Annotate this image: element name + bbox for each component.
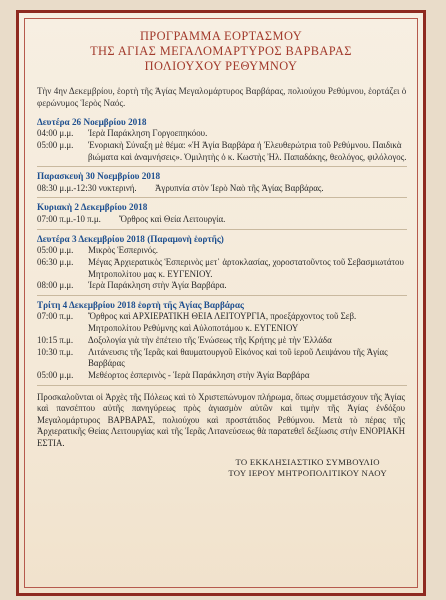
row-time: 07:00 π.μ.-10 π.μ. bbox=[37, 213, 101, 224]
row-text: Δοξολογία γιὰ τὴν ἐπέτειο τῆς Ἑνώσεως τῆς Κρήτης μὲ τὴν Ἑλλάδα bbox=[88, 334, 332, 345]
row-text: Ἱερὰ Παράκληση Γοργοεπηκόου. bbox=[88, 128, 208, 139]
section-heading: Παρασκευὴ 30 Νοεμβρίου 2018 bbox=[37, 171, 161, 182]
section-heading: Κυριακὴ 2 Δεκεμβρίου 2018 bbox=[37, 202, 148, 213]
row-text: Μικρὸς Ἑσπερινός. bbox=[88, 245, 158, 256]
row-text: Μέγας Ἀρχιερατικὸς Ἑσπερινὸς μετ᾽ ἀρτοκλασίας, χοροστατοῦντος τοῦ Σεβασμιωτάτου Μητροπολίτου μας κ. ΕΥΓΕΝΙΟΥ. bbox=[88, 256, 404, 279]
row-time: 06:30 μ.μ. bbox=[37, 256, 74, 267]
schedule-row bbox=[37, 335, 407, 347]
row-time: 05:00 μ.μ. bbox=[37, 139, 74, 150]
title-line-2: ΤΗΣ ΑΓΙΑΣ ΜΕΓΑΛΟΜΑΡΤΥΡΟΣ ΒΑΡΒΑΡΑΣ bbox=[90, 44, 352, 58]
row-time: 10:30 π.μ. bbox=[37, 346, 74, 357]
schedule-row bbox=[37, 245, 407, 257]
row-time: 10:15 π.μ. bbox=[37, 334, 74, 345]
divider bbox=[37, 197, 407, 198]
row-time: 07:00 π.μ. bbox=[37, 311, 74, 322]
section-heading: Δευτέρα 3 Δεκεμβρίου 2018 (Παραμονὴ ἑορτῆς) bbox=[37, 233, 224, 244]
signature-line-1: ΤΟ ΕΚΚΛΗΣΙΑΣΤΙΚΟ ΣΥΜΒΟΥΛΙΟ bbox=[235, 456, 380, 467]
section-fri-30 bbox=[35, 170, 407, 194]
row-time: 08:30 μ.μ.-12:30 νυκτερινή. bbox=[37, 182, 137, 193]
row-time: 05:00 μ.μ. bbox=[37, 245, 74, 256]
poster-inner-frame bbox=[24, 18, 418, 588]
signature-line-2: ΤΟΥ ΙΕΡΟΥ ΜΗΤΡΟΠΟΛΙΤΙΚΟΥ ΝΑΟΥ bbox=[228, 468, 387, 479]
schedule-row bbox=[37, 214, 407, 226]
schedule-row bbox=[37, 370, 407, 382]
row-text: Ἱερὰ Παράκληση στὴν Ἁγία Βαρβάρα. bbox=[88, 280, 227, 291]
poster bbox=[16, 10, 426, 596]
signature-block bbox=[35, 450, 407, 480]
row-text: Λιτάνευσις τῆς Ἱερᾶς καὶ θαυματουργοῦ Εἰκόνος καὶ τοῦ ἱεροῦ Λειψάνου τῆς Ἁγίας Βαρβάρας bbox=[88, 346, 388, 369]
schedule-row bbox=[37, 311, 407, 334]
row-text: Ὄρθρος καὶ ΑΡΧΙΕΡΑΤΙΚΗ ΘΕΙΑ ΛΕΙΤΟΥΡΓΙΑ, προεξάρχοντος τοῦ Σεβ. Μητροπολίτου Ρεθύμνης καὶ Αὐλοποτάμου κ. ΕΥΓΕΝΙΟΥ bbox=[88, 311, 357, 334]
row-text: Ἐνοριακὴ Σύναξη μὲ θέμα: «Ἡ Ἁγία Βαρβάρα ἡ Ἐλευθερώτρια τοῦ Ρεθύμνου. Παιδικὰ βιώματα καὶ ἀναμνήσεις». Ὁμιλητὴς ὁ κ. Κωστὴς Ἠλ. Παπαδάκης, θεολόγος, φιλόλογος. bbox=[88, 139, 407, 162]
schedule-row bbox=[37, 140, 407, 163]
schedule-row bbox=[37, 183, 407, 195]
section-sun-2 bbox=[35, 201, 407, 225]
divider bbox=[37, 166, 407, 167]
title-line-1: ΠΡΟΓΡΑΜΜΑ ΕΟΡΤΑΣΜΟΥ bbox=[139, 29, 303, 43]
row-time: 05:00 μ.μ. bbox=[37, 369, 74, 380]
title-line-3: ΠΟΛΙΟΥΧΟΥ ΡΕΘΥΜΝΟΥ bbox=[144, 59, 298, 73]
schedule-row bbox=[37, 128, 407, 140]
schedule-row bbox=[37, 257, 407, 280]
divider bbox=[37, 385, 407, 386]
schedule-row bbox=[37, 280, 407, 292]
row-time: 08:00 μ.μ. bbox=[37, 280, 74, 291]
section-heading: Δευτέρα 26 Νοεμβρίου 2018 bbox=[37, 116, 147, 127]
intro-paragraph: Τὴν 4ην Δεκεμβρίου, ἑορτὴ τῆς Ἁγίας Μεγαλομάρτυρος Βαρβάρας, πολιούχου Ρεθύμνου, ἑορτάζει ὁ φερώνυμος Ἱερὸς Ναός. bbox=[37, 86, 407, 109]
row-text: Μεθέορτος ἑσπερινὸς - Ἱερὰ Παράκληση στὴν Ἁγία Βαρβάρα bbox=[88, 369, 310, 380]
section-heading: Τρίτη 4 Δεκεμβρίου 2018 ἑορτὴ τῆς Ἁγίας Βαρβάρας bbox=[37, 299, 244, 310]
schedule-row bbox=[37, 347, 407, 370]
divider bbox=[37, 229, 407, 230]
row-text: Ἀγρυπνία στὸν Ἱερὸ Ναὸ τῆς Ἁγίας Βαρβάρας. bbox=[155, 182, 324, 193]
section-mon-3 bbox=[35, 233, 407, 292]
row-text: Ὄρθρος καὶ Θεία Λειτουργία. bbox=[119, 213, 226, 224]
section-tue-4 bbox=[35, 299, 407, 382]
section-mon-26 bbox=[35, 116, 407, 164]
closing-paragraph: Προσκαλοῦνται οἱ Ἀρχὲς τῆς Πόλεως καὶ τὸ Χριστεπώνυμον πλήρωμα, ὅπως συμμετάσχουν τῆς Ἁγίας καὶ πανσέπτου αὐτῆς πανηγύρεως πρὸς ἁγιασμὸν αὐτῶν καὶ τιμὴν τῆς Ἁγίας ἐνδόξου Μεγαλομάρτυρος ΒΑΡΒΑΡΑΣ, πολιούχου καὶ προστάτιδος Ρεθύμνου. Μετὰ τὸ πέρας τῆς Ἀρχιερατικῆς Θείας Λειτουργίας καὶ τῆς Ἱερᾶς Λιτανεύσεως θὰ παρατεθεῖ δεξίωσις στὴν ΕΝΟΡΙΑΚΗ ΕΣΤΙΑ. bbox=[37, 391, 405, 449]
divider bbox=[37, 295, 407, 296]
poster-title bbox=[35, 29, 407, 74]
row-time: 04:00 μ.μ. bbox=[37, 128, 74, 139]
